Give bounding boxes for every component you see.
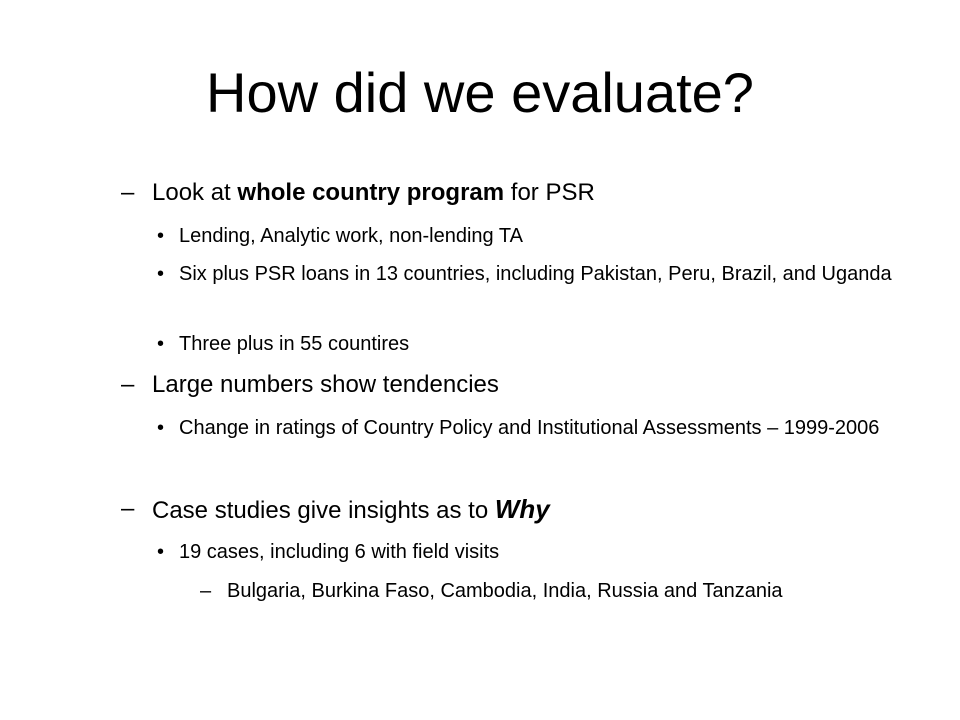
item-text-bold: whole country program xyxy=(237,179,505,206)
bullet-text: Three plus in 55 countires xyxy=(179,333,410,355)
slide-title: How did we evaluate? xyxy=(206,61,754,124)
bullet-item xyxy=(157,331,902,357)
dash-marker: – xyxy=(121,371,135,398)
why-emphasis: Why xyxy=(494,494,550,524)
item-text-post: for PSR xyxy=(504,179,595,206)
bullet-marker: • xyxy=(157,263,165,285)
bullet-item xyxy=(157,415,902,441)
bullet-marker: • xyxy=(157,541,165,563)
level1-text xyxy=(152,178,881,208)
dash-marker: – xyxy=(121,179,135,206)
level1-text xyxy=(152,494,881,526)
dash-marker: – xyxy=(200,580,212,602)
level3-text: Bulgaria, Burkina Faso, Cambodia, India, Russia and Tanzania xyxy=(227,580,783,602)
bullet-text: 19 cases, including 6 with field visits xyxy=(179,541,500,563)
bullet-marker: • xyxy=(157,333,165,355)
bullet-item xyxy=(157,261,902,287)
level1-item-case-studies xyxy=(121,494,881,526)
level3-item-countries xyxy=(200,578,900,605)
item-text-pre: Case studies give insights as to xyxy=(152,497,495,524)
bullet-marker: • xyxy=(157,417,165,439)
bullet-item xyxy=(157,539,902,565)
bullet-text: Change in ratings of Country Policy and Institutional Assessments – 1999-2006 xyxy=(179,417,880,439)
bullet-text: Lending, Analytic work, non-lending TA xyxy=(179,225,523,247)
item-text-pre: Look at xyxy=(152,179,238,206)
level1-item-whole-country xyxy=(121,178,881,208)
dash-marker: – xyxy=(121,495,135,522)
bullet-text: Six plus PSR loans in 13 countries, including Pakistan, Peru, Brazil, and Uganda xyxy=(179,263,892,285)
level1-text: Large numbers show tendencies xyxy=(152,371,499,398)
level1-item-large-numbers xyxy=(121,370,881,400)
bullet-marker: • xyxy=(157,225,165,247)
bullet-item xyxy=(157,223,902,249)
